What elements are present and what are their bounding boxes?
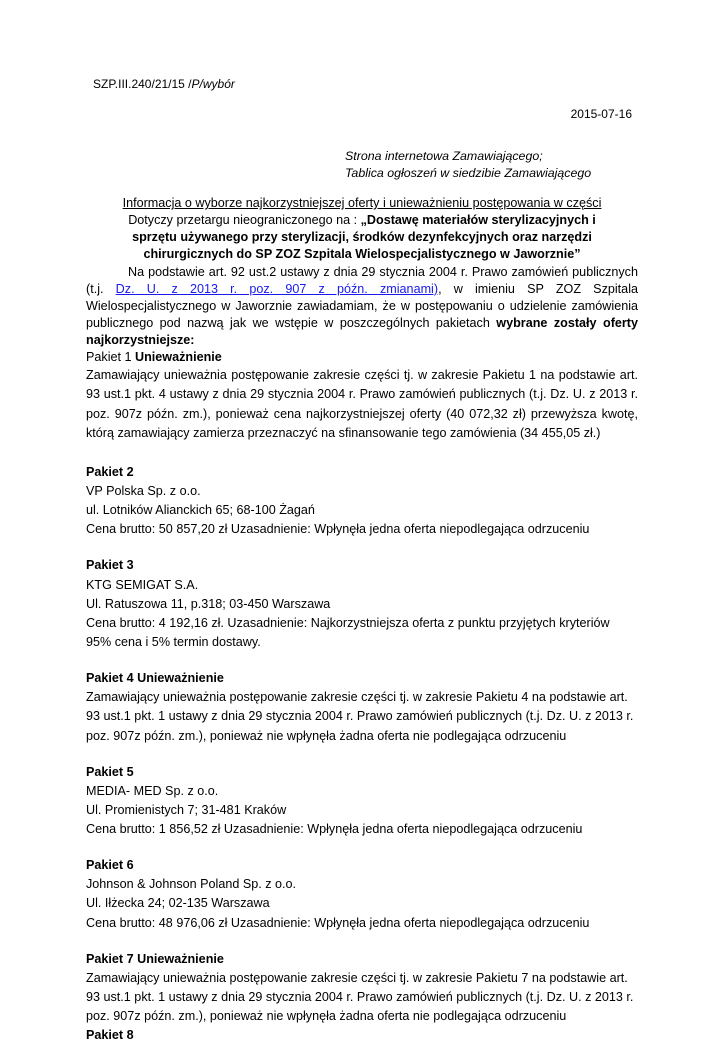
package-2-company: VP Polska Sp. z o.o. [86, 483, 201, 498]
package-3-price: Cena brutto: 4 192,16 zł. Uzasadnienie: Najkorzystniejsza oferta z punktu przyjętych kryteriów 95% cena i 5% termin dostawy. [86, 615, 610, 649]
intro-text-1: Na podstawie art. 92 ust.2 ustawy z dnia 29 stycznia 2004 r. Prawo zamówień publicznych (t.j. [86, 264, 638, 296]
addressee-line-2: Tablica ogłoszeń w siedzibie Zamawiającego [345, 166, 592, 181]
package-2-address: ul. Lotników Alianckich 65; 68-100 Żagań [86, 503, 315, 518]
document-title: Informacja o wyborze najkorzystniejszej oferty i unieważnieniu postępowania w części [122, 196, 602, 210]
package-5-title: Pakiet 5 [86, 764, 134, 779]
package-1-title-prefix: Pakiet 1 [86, 350, 136, 365]
package-6-price: Cena brutto: 48 976,06 zł Uzasadnienie: Wpłynęła jedna oferta niepodlegająca odrzuceniu [86, 915, 590, 930]
package-1-title-status: Unieważnienie [135, 350, 222, 365]
package-6 [86, 856, 638, 933]
legal-reference-link[interactable]: Dz. U. z 2013 r. poz. 907 z późn. zmianami) [115, 281, 439, 296]
package-5-price: Cena brutto: 1 856,52 zł Uzasadnienie: Wpłynęła jedna oferta niepodlegająca odrzuceniu [86, 822, 583, 837]
document-date: 2015-07-16 [570, 107, 632, 121]
package-1-text: Zamawiający unieważnia postępowanie zakresie części tj. w zakresie Pakietu 1 na podstawie art. 93 ust.1 pkt. 4 ustawy z dnia 29 stycznia 2004 r. Prawo zamówień publicznych (t.j. Dz. U. z 2013 r. poz. 907z późn. zm.), ponieważ cena najkorzystniejszej oferty (40 072,32 zł) przewyższa kwotę, którą zamawiający zamierza przeznaczyć na sfinansowanie tego zamówienia (34 455,05 zł.) [86, 368, 638, 440]
package-8-title: Pakiet 8 [86, 1028, 134, 1043]
tender-subject [86, 212, 638, 263]
package-2-price: Cena brutto: 50 857,20 zł Uzasadnienie: Wpłynęła jedna oferta niepodlegająca odrzuceniu [86, 522, 590, 537]
package-3-address: Ul. Ratuszowa 11, p.318; 03-450 Warszawa [86, 596, 331, 611]
package-4 [86, 669, 638, 746]
package-8 [86, 1026, 638, 1045]
reference-suffix: P/wybór [191, 77, 235, 91]
package-3-title: Pakiet 3 [86, 558, 134, 573]
tender-subject-prefix: Dotyczy przetargu nieograniczonego na : [128, 213, 361, 228]
package-1 [86, 349, 638, 443]
package-3 [86, 556, 638, 652]
reference-number [93, 76, 235, 92]
intro-text-2: , w imieniu SP ZOZ Szpitala Wielospecjalistycznego w Jaworznie zawiadamiam, że w postępowaniu o udzielenie zamówienia publicznego pod nazwą jak we wstępie w poszczególnych pakietach [86, 281, 638, 330]
package-7-text: Zamawiający unieważnia postępowanie zakresie części tj. w zakresie Pakietu 7 na podstawie art. 93 ust.1 pkt. 1 ustawy z dnia 29 stycznia 2004 r. Prawo zamówień publicznych (t.j. Dz. U. z 2013 r. poz. 907z późn. zm.), ponieważ nie wpłynęła żadna oferta nie podlegająca odrzuceniu [86, 970, 634, 1024]
addressee-block [345, 148, 591, 182]
package-1-title [86, 349, 638, 366]
package-7 [86, 950, 638, 1027]
package-5-company: MEDIA- MED Sp. z o.o. [86, 783, 219, 798]
package-2 [86, 463, 638, 540]
package-7-title: Pakiet 7 Unieważnienie [86, 951, 224, 966]
package-6-company: Johnson & Johnson Poland Sp. z o.o. [86, 877, 297, 892]
package-5 [86, 763, 638, 840]
package-3-company: KTG SEMIGAT S.A. [86, 577, 199, 592]
intro-paragraph [86, 264, 638, 350]
tender-subject-name: „Dostawę materiałów sterylizacyjnych i sprzętu używanego przy sterylizacji, środków dezynfekcyjnych oraz narzędzi chirurgicznych do SP ZOZ Szpitala Wielospecjalistycznego w Jaworznie” [132, 213, 596, 262]
package-6-address: Ul. Iłżecka 24; 02-135 Warszawa [86, 896, 270, 911]
package-4-title: Pakiet 4 Unieważnienie [86, 671, 224, 686]
intro-text-bold: wybrane zostały oferty najkorzystniejsze: [86, 315, 638, 347]
package-6-title: Pakiet 6 [86, 858, 134, 873]
document-body [86, 195, 638, 1045]
package-2-title: Pakiet 2 [86, 464, 134, 479]
package-4-text: Zamawiający unieważnia postępowanie zakresie części tj. w zakresie Pakietu 4 na podstawie art. 93 ust.1 pkt. 1 ustawy z dnia 29 stycznia 2004 r. Prawo zamówień publicznych (t.j. Dz. U. z 2013 r. poz. 907z późn. zm.), ponieważ nie wpłynęła żadna oferta nie podlegająca odrzuceniu [86, 690, 634, 743]
package-5-address: Ul. Promienistych 7; 31-481 Kraków [86, 802, 287, 817]
addressee-line-1: Strona internetowa Zamawiającego; [345, 149, 543, 163]
reference-prefix: SZP.III.240/21/15 / [93, 77, 192, 91]
